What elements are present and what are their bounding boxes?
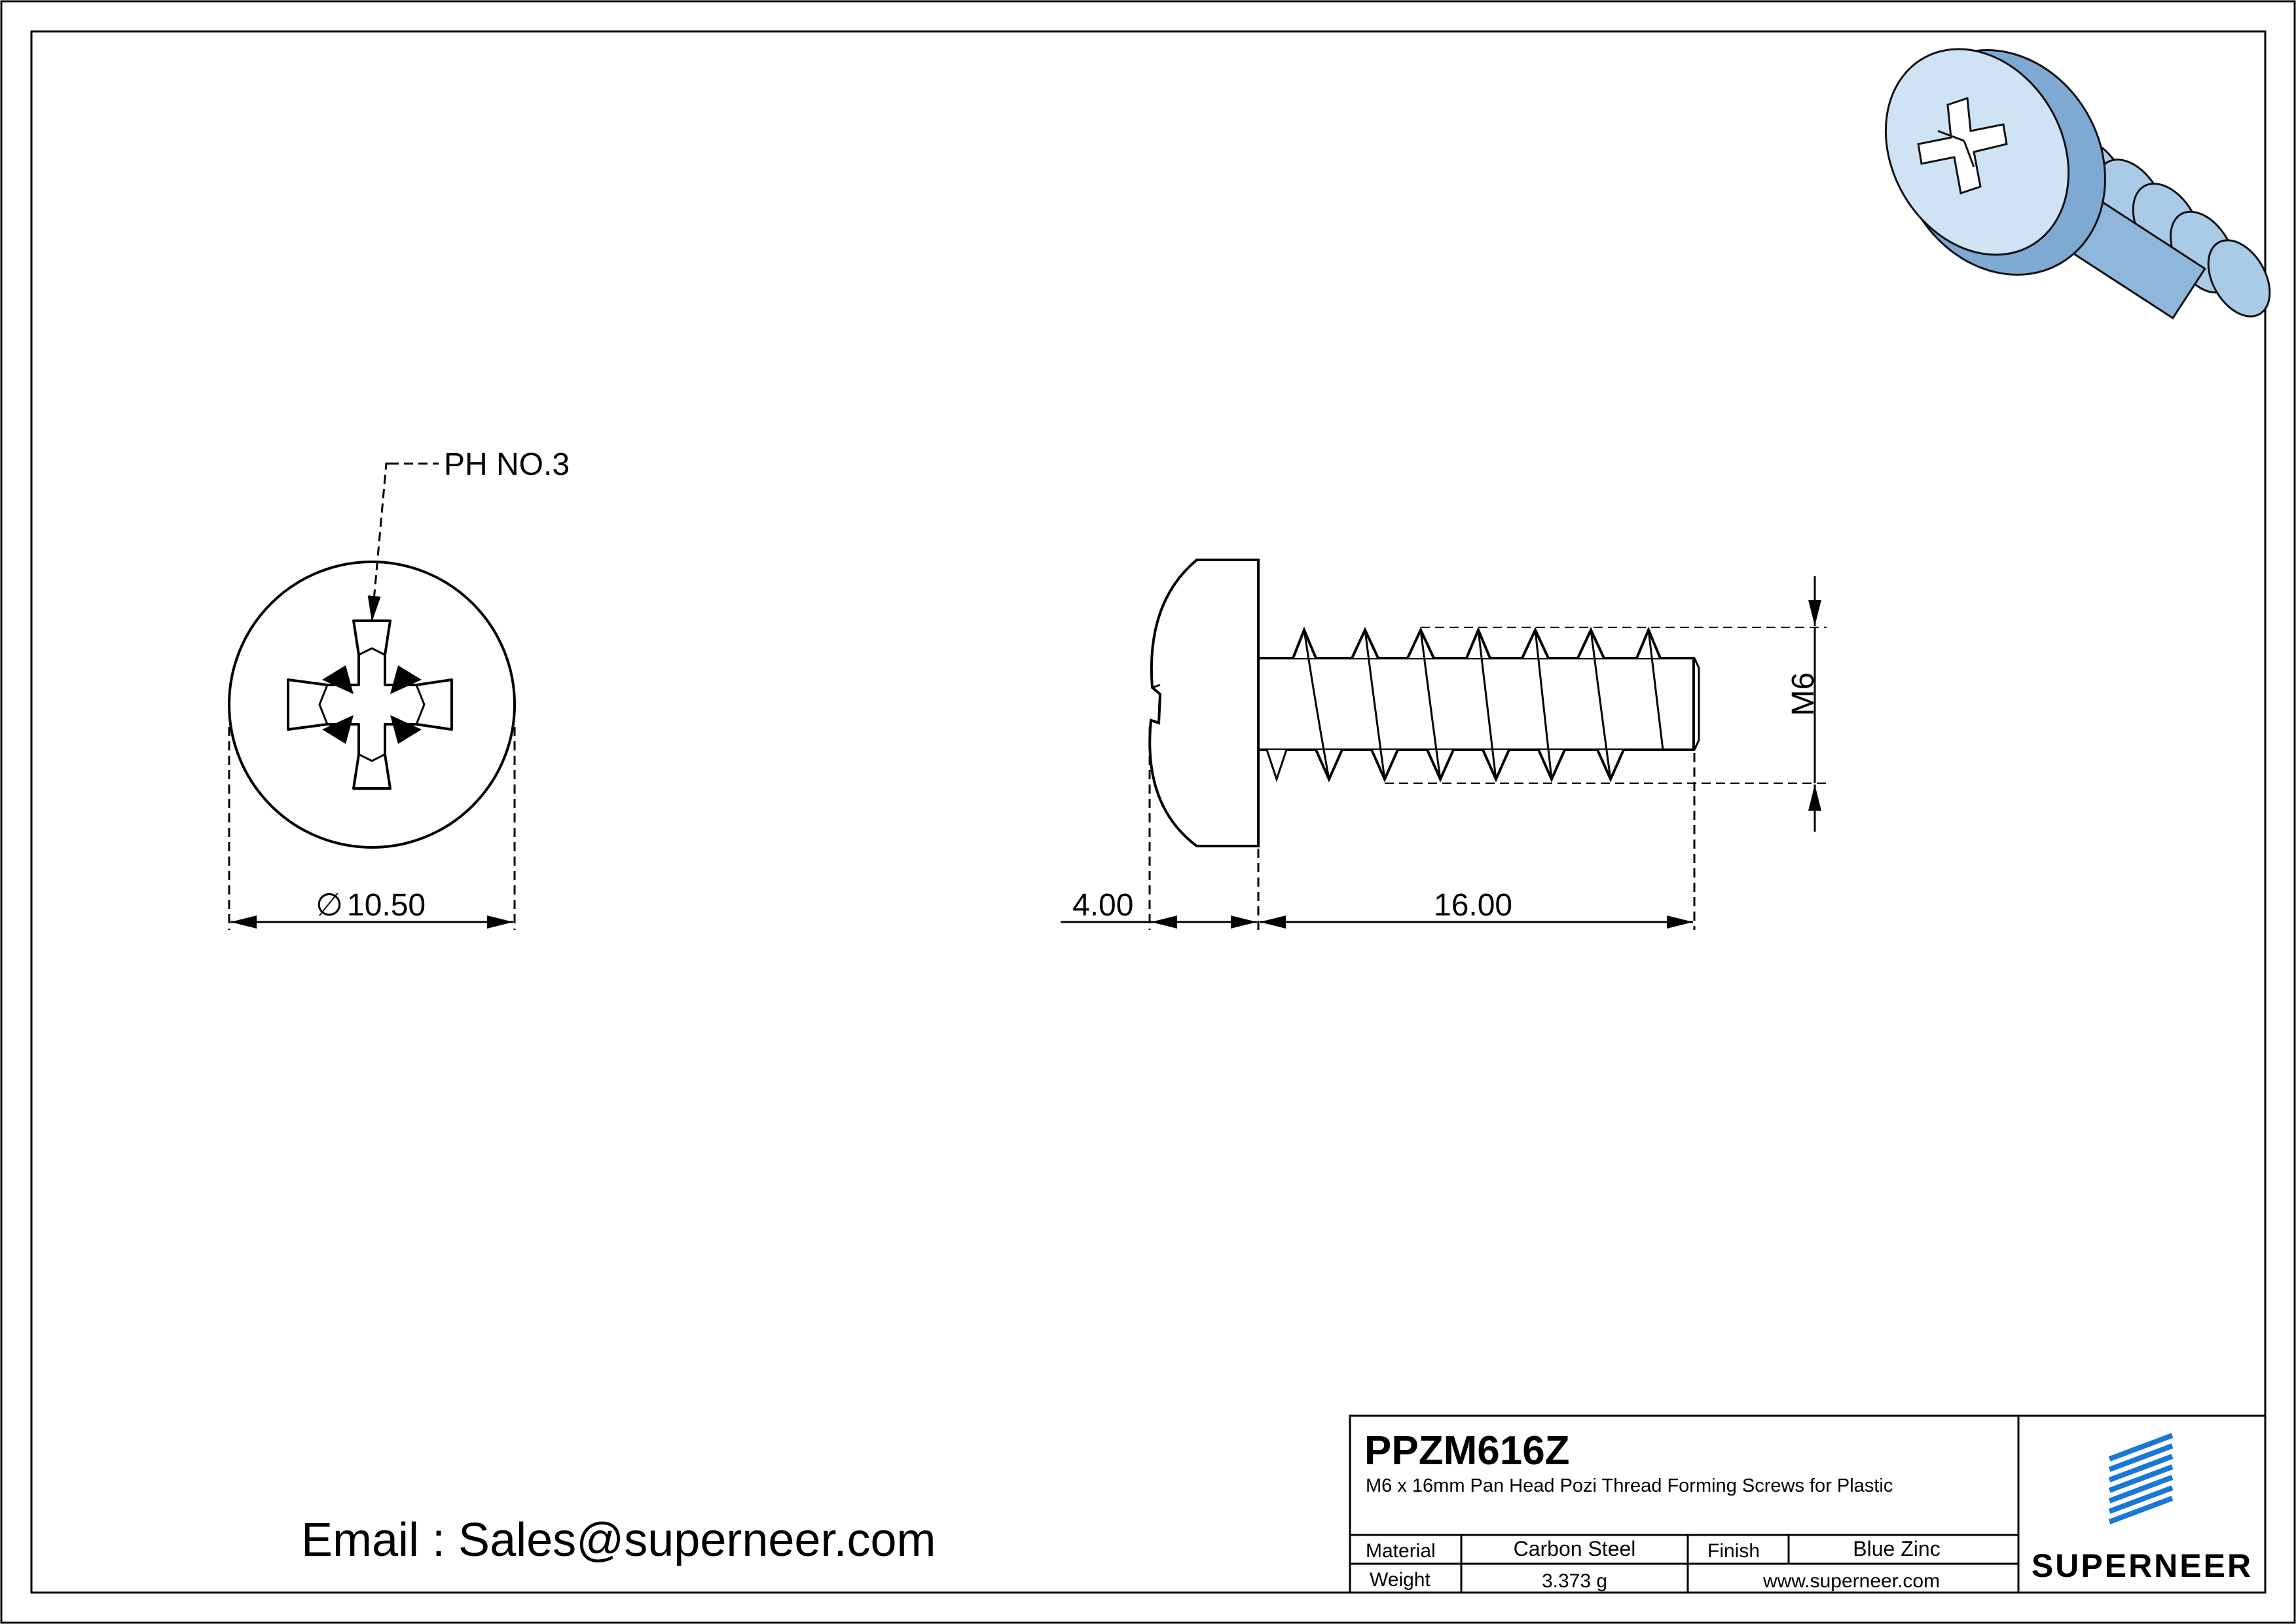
head-height-value: 4.00: [1072, 888, 1134, 923]
material-label: Material: [1366, 1540, 1436, 1562]
finish-label: Finish: [1707, 1540, 1760, 1562]
diameter-symbol: ∅: [316, 888, 343, 923]
length-dimension: [1260, 753, 1694, 930]
callout-label: PH NO.3: [444, 447, 570, 482]
part-description: M6 x 16mm Pan Head Pozi Thread Forming Screws for Plastic: [1366, 1475, 1893, 1496]
side-view: [1150, 560, 1827, 846]
length-value: 16.00: [1434, 888, 1513, 923]
finish-value: Blue Zinc: [1853, 1537, 1941, 1560]
front-view: [229, 447, 570, 930]
material-value: Carbon Steel: [1513, 1537, 1636, 1560]
superneer-logo-icon: [2109, 1435, 2172, 1522]
email-contact: Email : Sales@superneer.com: [301, 1514, 936, 1566]
website-link[interactable]: www.superneer.com: [1762, 1570, 1941, 1592]
logo-wordmark: SUPERNEER: [2031, 1547, 2253, 1584]
weight-label: Weight: [1370, 1569, 1430, 1591]
thread-size-label: M6: [1786, 672, 1821, 716]
part-number: PPZM616Z: [1364, 1428, 1570, 1473]
diameter-value: 10.50: [347, 888, 426, 923]
screw-3d-render: [1850, 12, 2282, 327]
shank-core: [1258, 658, 1694, 750]
weight-value: 3.373 g: [1541, 1570, 1608, 1592]
head-profile: [1150, 560, 1258, 846]
